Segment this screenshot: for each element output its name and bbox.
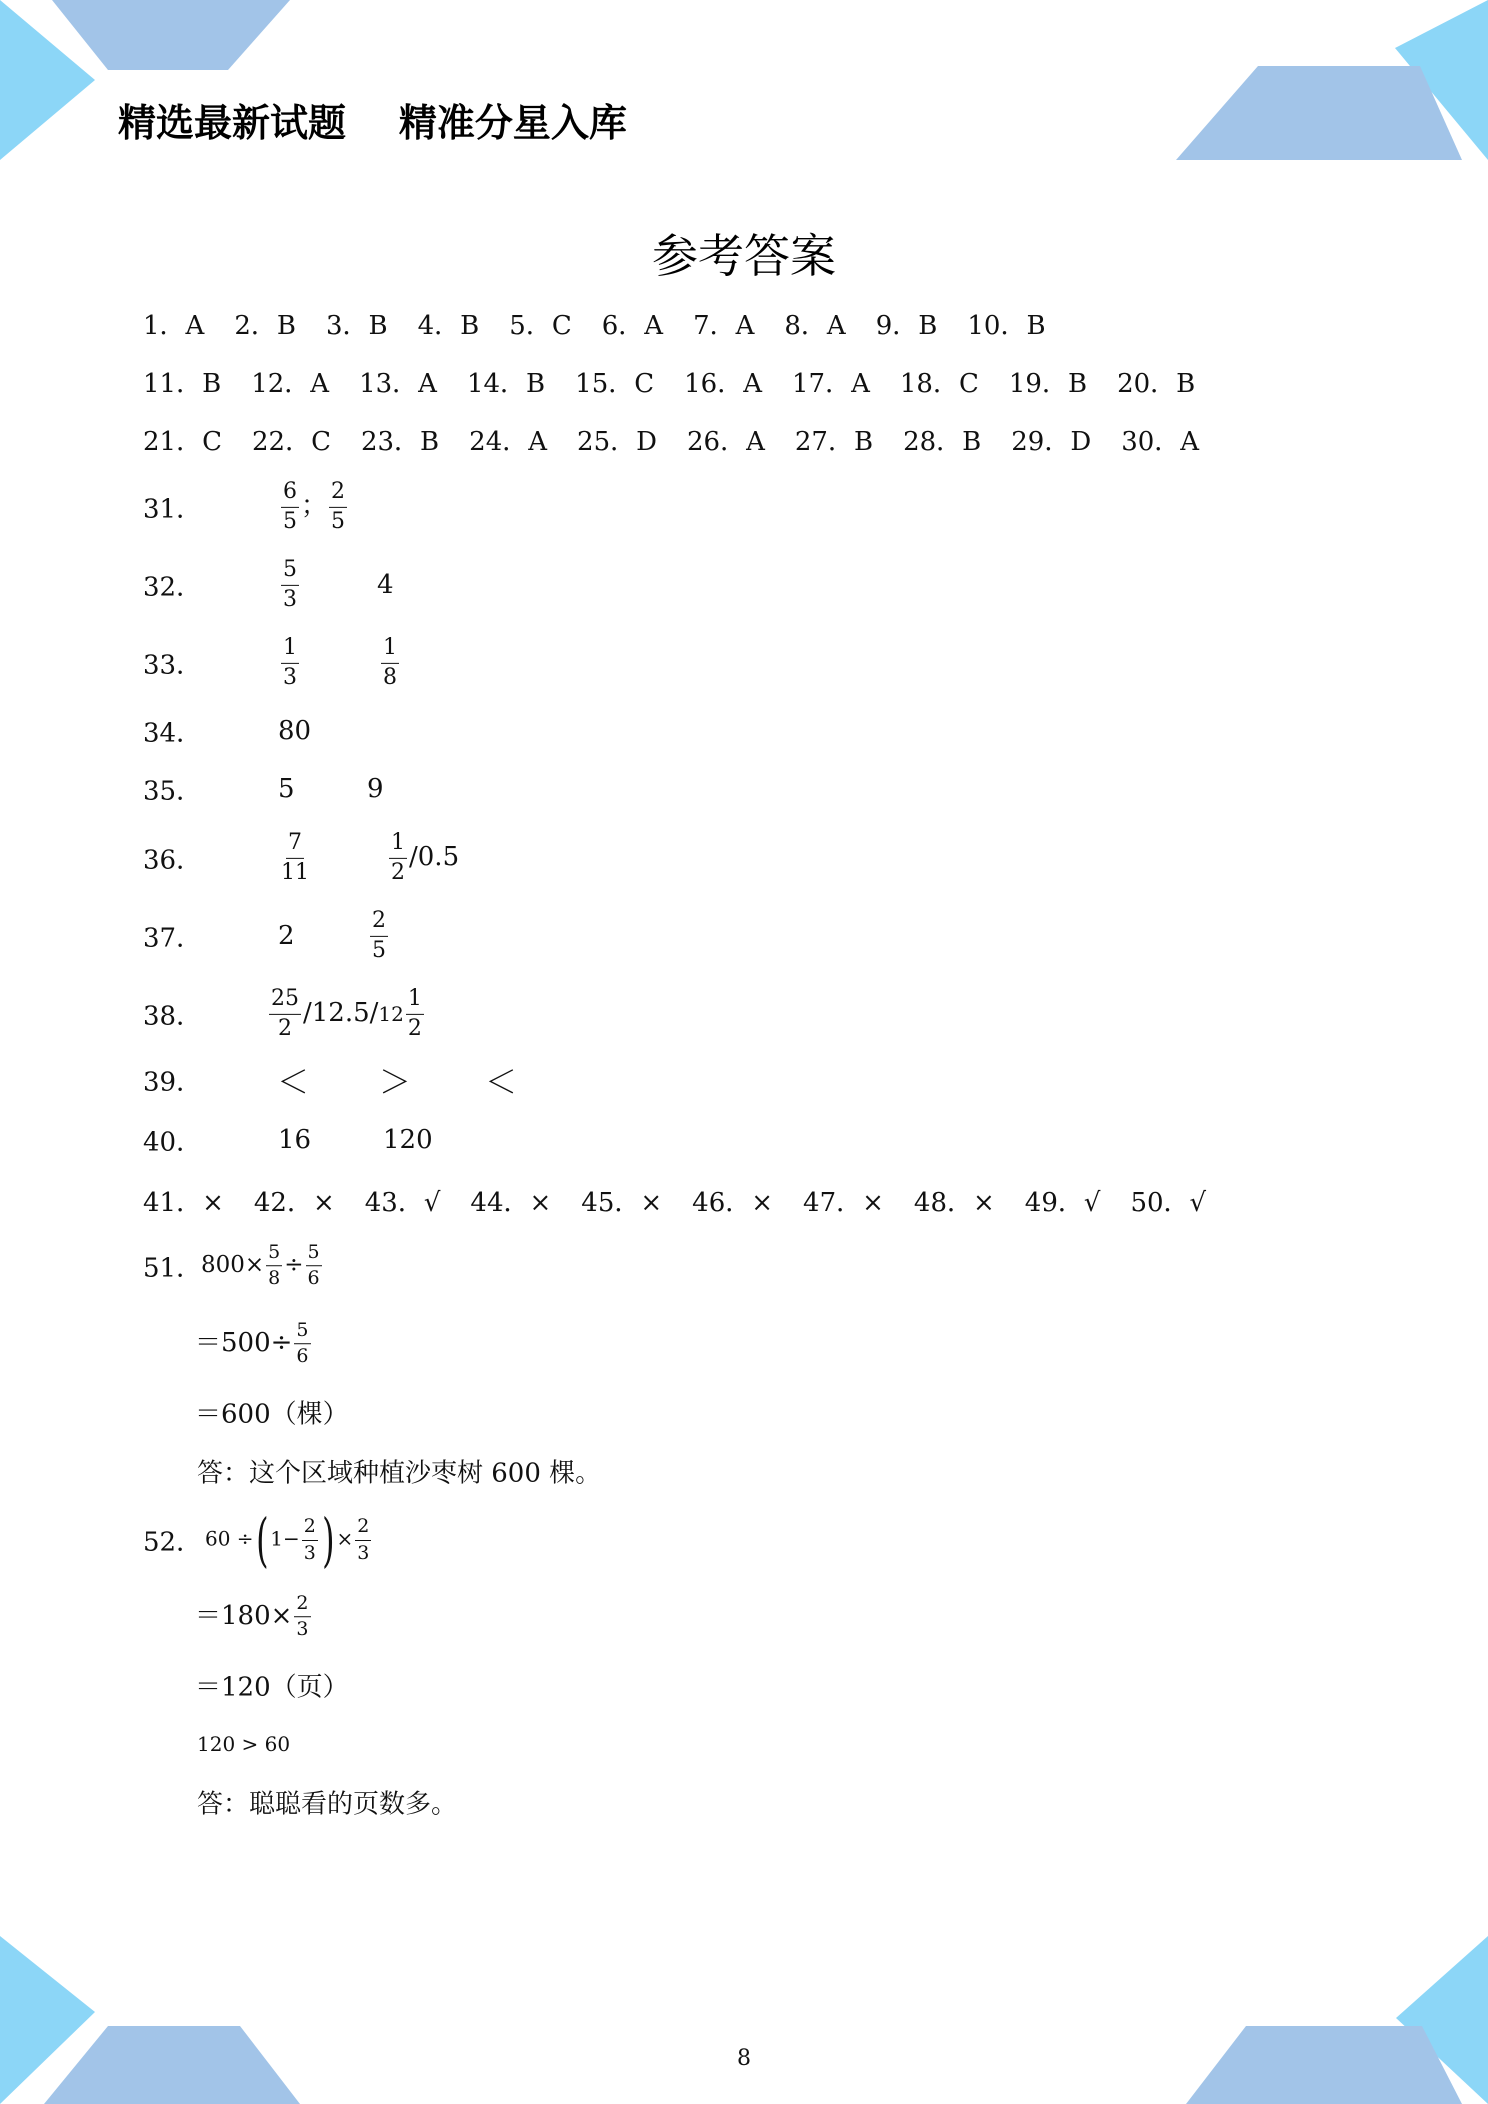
fraction: $\frac{2}{5}$	[372, 907, 386, 963]
question-number: 34．	[143, 718, 203, 749]
answer-item: 22．C	[251, 427, 331, 457]
question-number: 35．	[143, 776, 203, 807]
fraction: $\frac{25}{2}$	[271, 985, 299, 1041]
answer-value: $\frac{25}{2}$ /12.5/12 $\frac{1}{2}$	[271, 985, 422, 1041]
header-slogan: 精选最新试题 精准分星入库	[118, 101, 627, 145]
question-number: 40．	[143, 1127, 203, 1158]
answer-value	[279, 636, 301, 690]
comparison-symbol: ＜	[485, 1063, 518, 1101]
top-right-trapezoid	[1176, 66, 1462, 160]
expression: ＝500÷ $\frac{5}{6}$	[195, 1319, 309, 1368]
comparison-symbol: ＜	[277, 1063, 310, 1101]
answer-item: 3．B	[325, 311, 388, 341]
top-left-trapezoid	[52, 0, 290, 70]
fraction: $\frac{2}{3}$	[303, 1515, 316, 1564]
answer-item: 11．B	[143, 369, 222, 399]
answer-item: 8．A	[784, 311, 846, 341]
answer-item: 30．A	[1121, 427, 1200, 457]
comparison: 120 > 60	[197, 1732, 291, 1756]
answer-item: 13．A	[359, 369, 437, 399]
answer-item: 46．×	[692, 1188, 774, 1218]
answer-text: 答：这个区域种植沙枣树 600 棵。	[197, 1458, 602, 1489]
page-number: 8	[737, 2046, 751, 2071]
answer-item: 28．B	[903, 427, 982, 457]
answer-item: 12．A	[251, 369, 330, 399]
answer-value	[277, 831, 313, 885]
fraction: $\frac{1}{3}$	[283, 634, 297, 690]
answer-value: 120	[383, 1125, 433, 1155]
question-number: 36．	[143, 845, 203, 876]
fraction: $\frac{5}{8}$	[268, 1241, 281, 1290]
answer-item: 18．C	[899, 369, 979, 399]
judgement-answers-row	[143, 1182, 1236, 1219]
question-number: 32．	[143, 572, 203, 603]
answer-value: 4	[377, 570, 394, 600]
answer-item: 43．√	[364, 1188, 441, 1218]
answer-item: 15．C	[575, 369, 655, 399]
answer-item: 9．B	[875, 311, 938, 341]
answer-item: 17．A	[792, 369, 870, 399]
answer-item: 16．A	[684, 369, 763, 399]
answer-item: 48．×	[913, 1188, 995, 1218]
answer-item: 7．A	[693, 311, 755, 341]
fraction: $\frac{2}{3}$	[357, 1515, 370, 1564]
answer-item: 29．D	[1011, 427, 1092, 457]
answer-item: 4．B	[417, 311, 480, 341]
answer-value: 2	[278, 921, 295, 951]
comparison-symbol: ＞	[379, 1063, 412, 1101]
answer-item: 1．A	[143, 311, 205, 341]
answer-value: $\frac{6}{5}$ ； $\frac{2}{5}$	[283, 478, 346, 534]
answer-item: 10．B	[967, 311, 1046, 341]
choice-answers-row-3	[143, 421, 1229, 458]
answer-value: 5	[278, 774, 295, 804]
answer-item: 27．B	[794, 427, 874, 457]
answer-item: 25．D	[577, 427, 657, 457]
answer-value: 9	[367, 774, 384, 804]
answer-item: 50．√	[1130, 1188, 1207, 1218]
answer-value: 80	[278, 716, 312, 746]
answer-text: 答：聪聪看的页数多。	[197, 1789, 458, 1820]
fraction: $\frac{5}{6}$	[307, 1241, 320, 1290]
answer-item: 14．B	[466, 369, 546, 399]
answer-item: 19．B	[1008, 369, 1088, 399]
question-number: 38．	[143, 1001, 203, 1032]
expression: 60 ÷( 1− $\frac{2}{3}$ ) × $\frac{2}{3}$	[205, 1506, 370, 1574]
question-number: 33．	[143, 650, 203, 681]
question-number: 52．	[143, 1527, 203, 1558]
answer-item: 26．A	[686, 427, 765, 457]
fraction: $\frac{1}{2}$	[407, 985, 422, 1041]
answer-item: 20．B	[1117, 369, 1196, 399]
answer-item: 21．C	[143, 427, 222, 457]
fraction: $\frac{7}{11}$	[281, 829, 309, 885]
answer-value	[379, 636, 401, 690]
choice-answers-row-1	[143, 305, 1076, 342]
answer-item: 23．B	[360, 427, 440, 457]
answer-value	[279, 558, 301, 612]
answer-item: 42．×	[253, 1188, 335, 1218]
fraction: $\frac{6}{5}$	[283, 478, 297, 534]
fraction: $\frac{1}{2}$	[391, 829, 405, 885]
answer-value: 16	[278, 1125, 312, 1155]
page-title: 参考答案	[652, 229, 836, 283]
expression: 800× $\frac{5}{8}$ ÷ $\frac{5}{6}$	[201, 1241, 320, 1290]
answer-item: 5．C	[509, 311, 572, 341]
fraction: $\frac{2}{5}$	[331, 478, 346, 534]
answer-item: 44．×	[470, 1188, 552, 1218]
answer-item: 45．×	[581, 1188, 663, 1218]
answer-value	[368, 909, 390, 963]
expression: ＝180× $\frac{2}{3}$	[195, 1592, 309, 1641]
answer-item: 24．A	[469, 427, 548, 457]
question-number: 37．	[143, 923, 203, 954]
answer-item: 47．×	[803, 1188, 884, 1218]
fraction: $\frac{5}{3}$	[283, 556, 297, 612]
choice-answers-row-2	[143, 363, 1225, 400]
question-number: 39．	[143, 1067, 203, 1098]
answer-item: 49．√	[1024, 1188, 1101, 1218]
answer-item: 6．A	[601, 311, 664, 341]
fraction: $\frac{1}{8}$	[383, 634, 397, 690]
question-number: 51．	[143, 1253, 203, 1284]
answer-item: 41．×	[143, 1188, 224, 1218]
answer-item: 2．B	[234, 311, 296, 341]
fraction: $\frac{2}{3}$	[296, 1592, 309, 1641]
question-number: 31．	[143, 494, 203, 525]
fraction: $\frac{5}{6}$	[296, 1319, 309, 1368]
expression: ＝600（棵）	[195, 1399, 349, 1430]
expression: ＝120（页）	[195, 1672, 349, 1703]
answer-value: $\frac{1}{2}$ /0.5	[391, 829, 460, 885]
